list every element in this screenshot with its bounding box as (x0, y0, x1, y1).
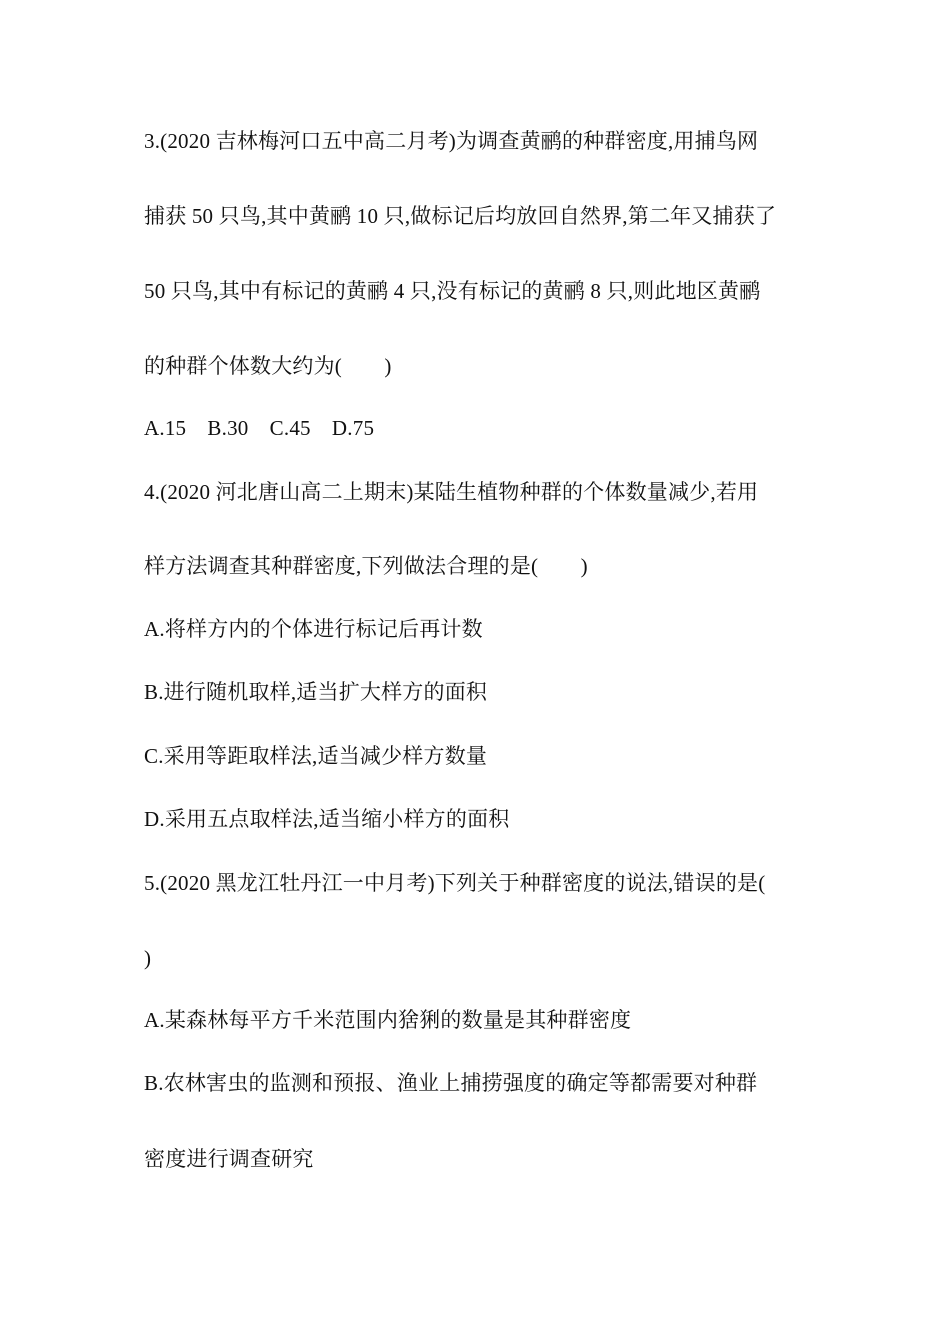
question-4-option-c: C.采用等距取样法,适当减少样方数量 (144, 744, 488, 768)
question-5-stem-line-1: 5.(2020 黑龙江牡丹江一中月考)下列关于种群密度的说法,错误的是( (144, 871, 766, 895)
question-3-stem-line-3: 50 只鸟,其中有标记的黄鹂 4 只,没有标记的黄鹂 8 只,则此地区黄鹂 (144, 279, 761, 303)
question-5-option-b-line-1: B.农林害虫的监测和预报、渔业上捕捞强度的确定等都需要对种群 (144, 1071, 758, 1095)
question-3-stem-line-2: 捕获 50 只鸟,其中黄鹂 10 只,做标记后均放回自然界,第二年又捕获了 (144, 204, 777, 228)
question-5-stem-line-2: ) (144, 946, 152, 970)
question-4-option-b: B.进行随机取样,适当扩大样方的面积 (144, 680, 488, 704)
question-3-options: A.15 B.30 C.45 D.75 (144, 416, 375, 440)
question-3-stem-line-4: 的种群个体数大约为( ) (144, 354, 392, 378)
question-4-stem-line-1: 4.(2020 河北唐山高二上期末)某陆生植物种群的个体数量减少,若用 (144, 480, 759, 504)
question-4-option-d: D.采用五点取样法,适当缩小样方的面积 (144, 807, 510, 831)
question-3-stem-line-1: 3.(2020 吉林梅河口五中高二月考)为调查黄鹂的种群密度,用捕鸟网 (144, 129, 759, 153)
question-4-option-a: A.将样方内的个体进行标记后再计数 (144, 617, 483, 641)
question-5-option-a: A.某森林每平方千米范围内猞猁的数量是其种群密度 (144, 1008, 632, 1032)
question-5-option-b-line-2: 密度进行调查研究 (144, 1147, 314, 1171)
question-4-stem-line-2: 样方法调查其种群密度,下列做法合理的是( ) (144, 554, 588, 578)
